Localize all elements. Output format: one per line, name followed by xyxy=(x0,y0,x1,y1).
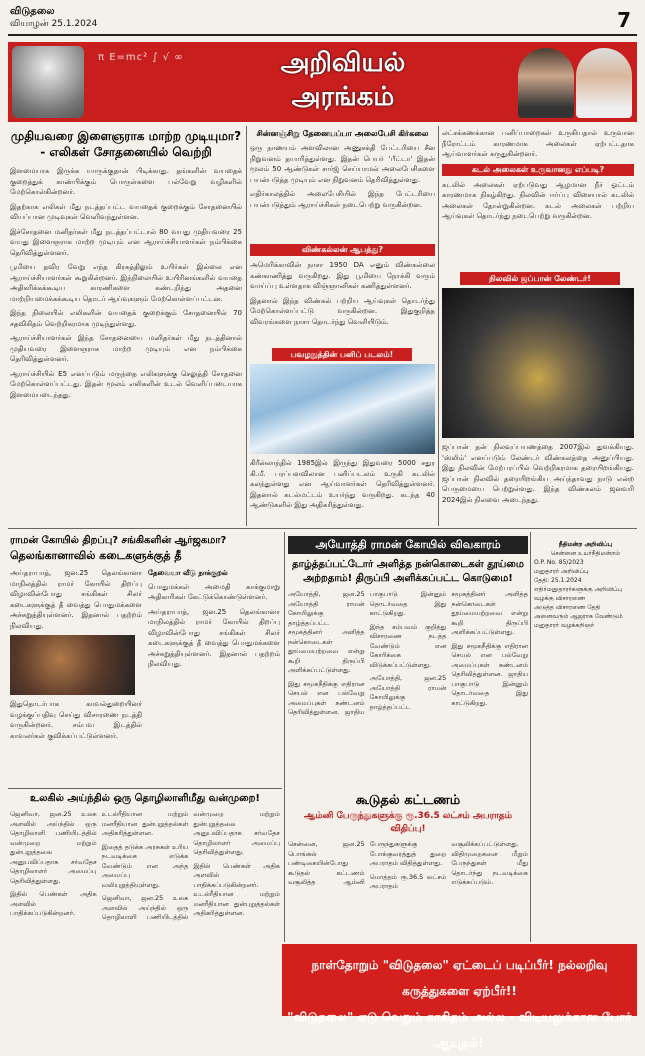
article-paragraph: ஜெனிவா, ஜன.25 உலக அளவில் அய்ந்தில் ஒரு தொழிலாளி பணியிடத்தில் வன்முறை மற்றும் துன்புறுத்தலை அனுபவிப்பதாக சர்வதேச தொழிலாளர் அமைப்பு தெரிவித்துள்ளது. xyxy=(101,810,280,921)
scientist-portrait-1 xyxy=(518,48,574,118)
article-paragraph: ஜப்பான் தன் நிலவுப்பயணத்தை 2007இல் துவக்கியது. 'ஸ்லிம்' எனப்படும் லேண்டர் விண்கலத்தை அனுப்பியது. இது நிலவின் மேற்பரப்பில் வெற்றிகரமாக தரையிறங்கியது. ஜப்பான் நிலவில் தரையிறங்கிய அய்ந்தாவது நாடு என்ற பெருமையை பெற்றுள்ளது. இந்த விண்கலம் ஜனவரி 2024இல் நிலவை அடைந்தது. xyxy=(442,443,634,504)
footer-line-1: நாள்தோறும் "விடுதலை" ஏட்டைப் படிப்பீர்! நல்லறிவு கருத்துகளை ஏற்பீர்!! xyxy=(311,958,608,998)
article-paragraph: இதனால் இந்த விண்கல் பற்றிய ஆய்வுகள் தொடர்ந்து மேற்கொள்ளப்பட்டு வருகின்றன. இதுகுறித்த விவரங்களை நாசா தொடர்ந்து வெளியிடும். xyxy=(250,296,435,326)
article-headline: முதியவரை இளைஞராக மாற்ற முடியுமா? - எலிகள் சோதனையில் வெற்றி xyxy=(10,129,242,159)
article-paragraph: ஆராய்ச்சியில் E5 எனப்படும் மருந்தை எலிகளுக்கு செலுத்தி சோதனை மேற்கொள்ளப்பட்டது. இதன் மூலம் எலிகளின் உடல் வெளிப்படையாக இளமையடைந்தது. xyxy=(10,369,242,399)
article-waves xyxy=(442,128,634,268)
article-paragraph: இது சமூகநீதிக்கு எதிரான செயல் என பல்வேறு அமைப்புகள் கண்டனம் தெரிவித்துள்ளன. ஜாதிய பாகுபாடு இன்னும் தொடர்வதை இது காட்டுகிறது. xyxy=(288,590,447,716)
article-workers xyxy=(10,792,280,1018)
article-paragraph: ஜெனிவா, ஜன.25 உலக அளவில் அய்ந்தில் ஒரு தொழிலாளி பணியிடத்தில் வன்முறை மற்றும் துன்புறுத்தலை அனுபவிப்பதாக சர்வதேச தொழிலாளர் அமைப்பு தெரிவித்துள்ளது. xyxy=(10,810,97,885)
einstein-portrait xyxy=(12,46,84,118)
article-headline: கடல் அலைகள் உருவானது எப்படி? xyxy=(442,164,634,176)
header-rule xyxy=(8,34,637,36)
article-paragraph: அயோத்தி, ஜன.25 அயோத்தி ராமன் கோயிலுக்கு தாழ்த்தப்பட்ட சமூகத்தினர் அளித்த நன்கொடைகள் தூய்மையற்றவை என்று கூறி திருப்பி அளிக்கப்பட்டுள்ளது. xyxy=(369,590,528,711)
footer-banner xyxy=(282,944,637,1050)
article-caption: தேவையா வீடு நாக்குறல் xyxy=(148,569,228,577)
article-paragraph: ஆராய்ச்சியாளர்கள் இந்த சோதனையை மனிதர்கள் மீது நடத்தினால் முதியவரை இளைஞராக மாற்ற முடியும் என நம்பிக்கை தெரிவித்துள்ளனர். xyxy=(10,334,242,363)
article-headline: நிலவில் ஜப்பான் லேண்டர்! xyxy=(460,272,620,285)
notice-line: மனுதாரர் வழக்கறிஞர் xyxy=(534,622,594,629)
article-paragraph: கடலில் அலைகள் ஏற்படுவது ஆழமான நீர் ஓட்டம் காரணமாக நிகழ்கிறது. நிலவின் ஈர்ப்பு விசையால் கடலில் அலைகள் தோன்றுகின்றன. கடல் அலைகள் பற்றிய ஆய்வுகள் தொடர்ந்து நடைபெற்று வருகின்றன. xyxy=(442,180,634,220)
article-paragraph: இச்சோதனை மனிதர்கள் மீது நடத்தப்பட்டால் 80 வயது முதியவரை 25 வயது இளைஞராக மாற்ற முடியும் என ஆராய்ச்சியாளர்கள் நம்பிக்கை தெரிவித்துள்ளனர். xyxy=(10,227,242,257)
article-ayodhya xyxy=(288,558,528,788)
section-banner xyxy=(8,42,637,122)
article-paragraph: அய்தராபாத், ஜன.25 தெலங்கானா மாநிலத்தில் ராமர் கோயில் திறப்பு விழாவின்போது சங்கிகள் சிலர் கடைகளுக்குத் தீ வைத்து பொதுமக்களை அச்சுறுத்தியுள்ளனர். இதனால் பதற்றம் நிலவியது. xyxy=(148,607,280,668)
column-divider xyxy=(530,532,531,942)
notice-line: அடுத்த விசாரணை தேதி xyxy=(534,604,601,611)
article-paragraph: பூமியை தவிர வேறு எந்த கிரகத்திலும் உயிர்கள் இல்லை என ஆராய்ச்சியாளர்கள் கூறுகின்றனர். இந்நிலையில் உயிரினங்களில் வயதை அதிகரிக்கக்கூடிய காரணிகளை கண்டறிந்து அதனை மாற்றியமைக்கக்கூடிய தொடர் ஆய்வுகளும் மேற்கொள்ளப்பட்டன. xyxy=(10,263,242,303)
moon-lander-photo xyxy=(442,288,634,438)
article-subheadline: தாழ்த்தப்பட்டோர் அளித்த நன்கொடைகள் தூய்மை அற்றதாம்! திருப்பி அளிக்கப்பட்ட கொடுமை! xyxy=(292,559,524,584)
article-paragraph: பொதுமக்கள் அமைதி காக்குமாறு அதிகாரிகள் கேட்டுக்கொண்டுள்ளனர். xyxy=(148,582,280,601)
article-youth-mice xyxy=(10,128,242,523)
article-headline-box: அயோத்தி ராமன் கோயில் விவகாரம் xyxy=(288,536,528,554)
article-paragraph: இந்த நிலையில் எலிகளின் வயதைக் குறைக்கும் சோதனையில் 70 சதவிகிதம் வெற்றிகரமாக முடிந்துள்ளது. xyxy=(10,309,242,328)
news-photo xyxy=(10,635,135,695)
article-headline: உலகில் அய்ந்தில் ஒரு தொழிலாளிமீது வன்முறை! xyxy=(30,793,260,804)
notice-line: நீதிமன்ற அறிவிப்பு xyxy=(558,541,613,548)
article-paragraph: இது சமூகநீதிக்கு எதிரான செயல் என பல்வேறு அமைப்புகள் கண்டனம் தெரிவித்துள்ளன. ஜாதிய பாகுபாடு இன்னும் தொடர்வதை இது காட்டுகிறது. xyxy=(451,641,528,707)
article-paragraph: எதிர்காலத்தில் அலைபேசியில் இந்த பேட்டரியை பயன்படுத்தும் ஆராய்ச்சிகள் நடைபெற்று வருகின்றன. xyxy=(250,190,435,209)
paper-name: விடுதலை xyxy=(10,6,55,17)
article-paragraph: அமெரிக்காவின் நாசா 1950 DA எனும் விண்கல்லை கண்காணித்து வருகிறது. இது பூமியை நோக்கி வரும் வாய்ப்பு உள்ளதாக விஞ்ஞானிகள் கணித்துள்ளனர். xyxy=(250,261,435,290)
article-paragraph: இதில் பெண்கள் அதிக அளவில் பாதிக்கப்படுகின்றனர். உடல்ரீதியான மற்றும் மனரீதியான துன்புறுத்தல்கள் அதிகரித்துள்ளன. xyxy=(10,810,189,917)
issue-date: வியாழன் 25.1.2024 xyxy=(10,19,98,29)
article-asteroid xyxy=(250,244,435,344)
article-paragraph: இளமையாக இருக்க யாருக்குதான் பிடிக்காது. தங்களின் வயதைக் குறைத்துக் காண்பிக்கும் பொருள்களை பல்வேறு வழிகளில் மேற்கொள்கின்றனர். xyxy=(10,167,242,196)
article-paragraph: இதுதொடர்பாக காவல்துறையினர் வழக்குப்பதிவு செய்து விசாரணை நடத்தி வருகின்றனர். சம்பவ இடத்தில் காவலர்கள் குவிக்கப்பட்டுள்ளனர். xyxy=(10,700,142,740)
article-headline: ராமன் கோயில் திறப்பு? சங்கிகளின் ஆர்ஜகமா? xyxy=(10,535,227,546)
article-headline: விண்கல்லன் ஆபத்து? xyxy=(250,244,435,256)
article-paragraph: கிரீன்லாந்தில் 1985இல் இருந்து இதுவரை 5000 சதுர கி.மீ. பரப்பளவிலான பனிப்படலம் உருகி கடலில் கலந்துள்ளது என ஆய்வாளர்கள் தெரிவித்துள்ளனர். இதனால் கடல்மட்டம் உயர்ந்து வருகிறது. கடந்த 40 ஆண்டுகளில் இது அதிகரித்துள்ளது. xyxy=(250,459,435,509)
article-omni-bus xyxy=(288,792,528,940)
notice-line: எதிர்மனுதாரர்களுக்கு அறிவிப்பு xyxy=(534,586,623,593)
article-paragraph: லட்சக்கணக்கான பனிப்பாறைகள் உருகியதால் உருவான நீரோட்டம் காரணமாக அலைகள் ஏற்பட்டதாக ஆய்வாளர்கள் கருதுகின்றனர். xyxy=(442,129,634,158)
section-divider xyxy=(8,788,282,789)
notice-line: மனுதாரர் அறிவிப்பு xyxy=(534,568,589,575)
article-paragraph: மொத்தம் ரூ.36.5 லட்சம் அபராதம் வசூலிக்கப்பட்டுள்ளது. விதிமுறைகளை மீறும் பேருந்துகள் மீது தொடர்ந்து நடவடிக்கை எடுக்கப்படும். xyxy=(369,840,528,890)
notice-line: வழக்கு விசாரணை xyxy=(534,595,586,602)
page-number: 7 xyxy=(617,8,631,32)
article-paragraph: இந்த சம்பவம் குறித்து விசாரணை நடத்த வேண்டும் என கோரிக்கை விடுக்கப்பட்டுள்ளது. xyxy=(369,622,447,669)
article-paragraph: இதைத் தடுக்க அரசுகள் உரிய நடவடிக்கை எடுக்க வேண்டும் என அந்த அமைப்பு வலியுறுத்தியுள்ளது. xyxy=(101,842,189,889)
column-divider xyxy=(438,126,439,526)
article-paragraph: சென்னை, ஜன.25 பொங்கல் பண்டிகையின்போது கூடுதல் கட்டணம் வசூலித்த ஆம்னி பேருந்துகளுக்கு போக்குவரத்துத் துறை அபராதம் விதித்துள்ளது. xyxy=(288,840,447,886)
article-paragraph: ஒரு நாணயம் அளவிலான அணுசக்தி பேட்டரியை சீன நிறுவனம் தயாரித்துள்ளது. இதன் பெயர் 'பீட்டா' இதன் மூலம் 50 ஆண்டுகள் சார்ஜ் செய்யாமல் அலைபேசிகளை பயன்படுத்த முடியும் என நிறுவனம் தெரிவித்துள்ளது. xyxy=(250,144,435,184)
article-subheadline: தெலங்கானாவில் கடைகளுக்குத் தீ xyxy=(10,549,182,562)
article-paragraph: இதற்காக எலிகள் மீது நடத்தப்பட்ட வயதைக் குறைக்கும் சோதனையில் வியப்பான முடிவுகள் வெளிவந்துள்ளன. xyxy=(10,202,242,221)
notice-line: அனைவரும் ஆஜராக வேண்டும் xyxy=(534,613,623,620)
article-battery xyxy=(250,128,435,240)
article-paragraph: அயோத்தி, ஜன.25 அயோத்தி ராமன் கோயிலுக்கு தாழ்த்தப்பட்ட சமூகத்தினர் அளித்த நன்கொடைகள் தூய்மையற்றவை என்று கூறி திருப்பி அளிக்கப்பட்டுள்ளது. xyxy=(288,590,365,674)
article-headline: பவழநுத்தின் பனிப் படலம்! xyxy=(272,348,412,361)
section-divider xyxy=(8,528,637,529)
notice-line: O.P. No. 85/2023 xyxy=(534,559,584,566)
column-divider xyxy=(284,532,285,942)
article-headline: சின்னஞ்சிறு தேனையப்பா அலைபேசி கிர்கலை xyxy=(256,129,429,138)
article-subheadline: ஆம்னி பேருந்துகளுக்கு ரூ.36.5 லட்சம் அபராதம் விதிப்பு! xyxy=(303,811,513,834)
banner-title: அறிவியல் அரங்கம் xyxy=(280,48,406,112)
notice-line: தேதி: 25.1.2024 xyxy=(534,577,582,584)
article-telangana xyxy=(10,534,280,784)
glacier-photo xyxy=(250,364,435,454)
legal-notice xyxy=(534,540,637,630)
article-glacier xyxy=(250,458,435,524)
notice-line: சென்னை உயர்நீதிமன்றம் xyxy=(550,550,621,557)
article-paragraph: இதில் பெண்கள் அதிக அளவில் பாதிக்கப்படுகின்றனர். உடல்ரீதியான மற்றும் மனரீதியான துன்புறுத்தல்கள் அதிகரித்துள்ளன. xyxy=(193,861,280,917)
article-paragraph: அய்தராபாத், ஜன.25 தெலங்கானா மாநிலத்தில் ராமர் கோயில் திறப்பு விழாவின்போது சங்கிகள் சிலர் கடைகளுக்குத் தீ வைத்து பொதுமக்களை அச்சுறுத்தியுள்ளனர். இதனால் பதற்றம் நிலவியது. xyxy=(10,569,142,630)
article-japan-lander xyxy=(442,442,634,524)
banner-formula: π E=mc² ∫ √ ∞ xyxy=(98,52,184,63)
article-headline: கூடுதல் கட்டணம் xyxy=(355,793,461,808)
footer-line-2: "விடுதலை" ஏடு வெறும் காகிதம் அல்ல - விடியலுக்கான போர் ஆயுதம்! xyxy=(287,1010,632,1050)
column-divider xyxy=(246,126,247,526)
scientist-portrait-2 xyxy=(576,48,632,118)
